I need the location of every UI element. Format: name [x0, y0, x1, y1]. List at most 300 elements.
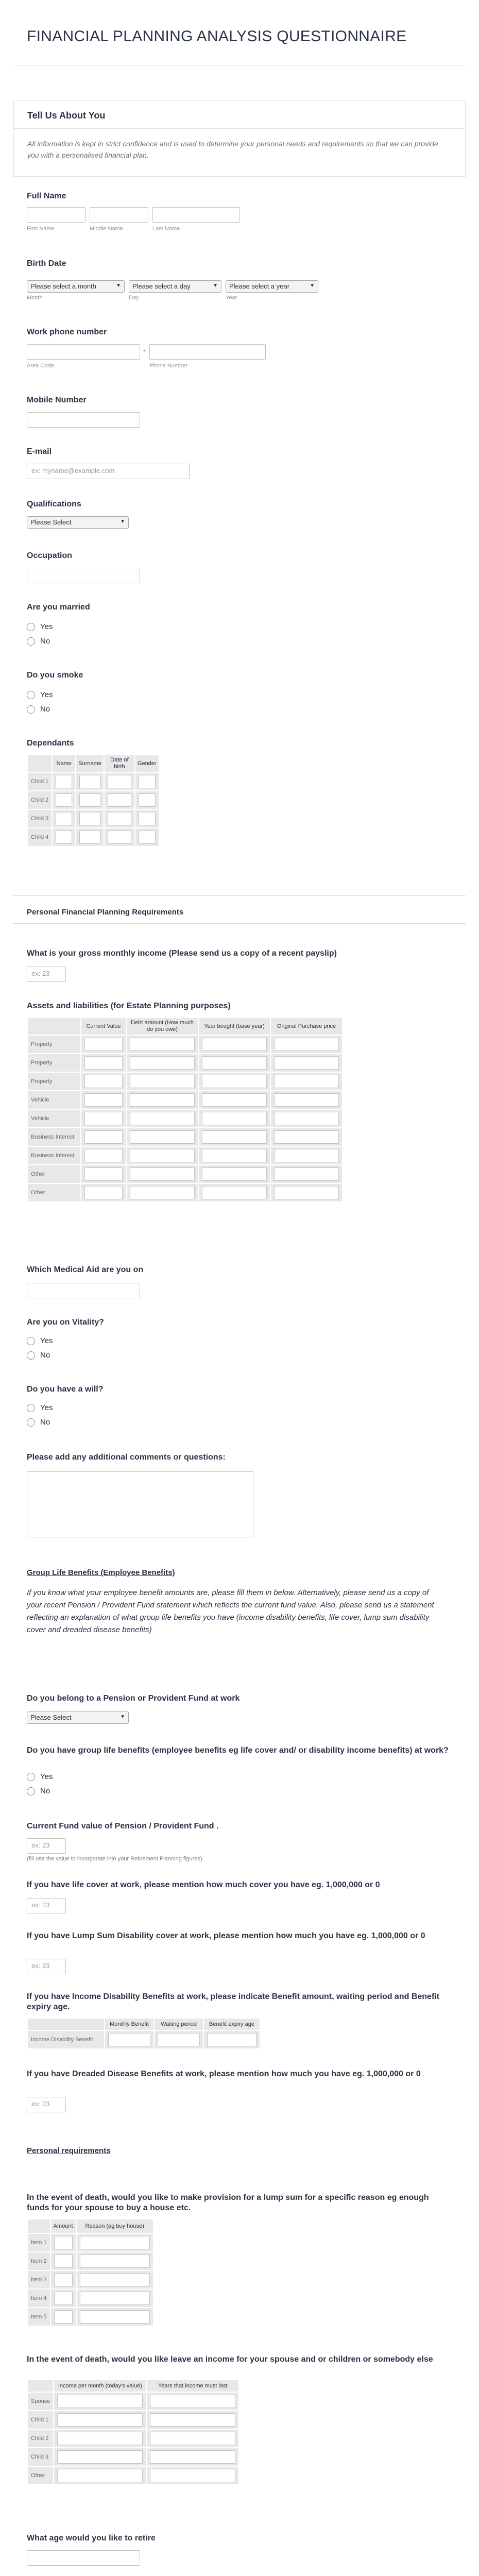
matrix-cell-input[interactable]: [80, 2292, 150, 2305]
matrix-cell-input[interactable]: [130, 1056, 195, 1070]
matrix-cell: [76, 2289, 153, 2308]
matrix-cell-input[interactable]: [150, 2469, 235, 2482]
qualifications-label: Qualifications: [27, 500, 81, 509]
matrix-row: [27, 1072, 343, 1091]
matrix-cell-input[interactable]: [54, 2236, 73, 2249]
vitality-yes-option[interactable]: Yes: [27, 1336, 53, 1345]
matrix-cell: [270, 1054, 343, 1072]
matrix-row: [27, 2030, 260, 2049]
matrix-row-label: Other: [27, 1183, 81, 1202]
matrix-row-label: Child 2: [27, 791, 52, 809]
matrix-cell-input[interactable]: [79, 793, 100, 807]
matrix-cell: [198, 1091, 270, 1109]
matrix-row: [27, 2411, 239, 2429]
matrix-cell: [50, 2308, 76, 2326]
matrix-cell: [81, 1035, 126, 1054]
retire-age-label: What age would you like to retire: [27, 2534, 156, 2543]
matrix-cell: [135, 809, 159, 828]
matrix-column-header: Years that income must last: [146, 2380, 239, 2392]
lump-sum-death-label: In the event of death, would you like to make provision for a lump sum for a specific reason eg enough funds for your spouse to buy a house etc.: [27, 2193, 429, 2212]
radio-icon[interactable]: [27, 705, 35, 714]
about-section: [13, 100, 466, 177]
birth-day-select[interactable]: Please select a day ▼: [129, 280, 221, 293]
matrix-cell-input[interactable]: [150, 2432, 235, 2445]
matrix-column-header: Benefit expiry age: [203, 2018, 260, 2030]
matrix-cell: [198, 1165, 270, 1183]
matrix-cell-input[interactable]: [139, 812, 156, 825]
matrix-cell: [198, 1183, 270, 1202]
matrix-column-header: Surname: [76, 755, 104, 772]
matrix-column-header: Name: [52, 755, 76, 772]
lump-sum-death-table: [27, 2218, 154, 2327]
matrix-cell: [52, 809, 76, 828]
matrix-cell: [104, 791, 135, 809]
matrix-row-label: Vehicle: [27, 1091, 81, 1109]
about-description: All information is kept in strict confidence and is used to determine your personal needs and requirements so that we can provide you with a personalised financial plan.: [27, 140, 438, 159]
matrix-cell-input[interactable]: [130, 1167, 195, 1181]
work-phone-label: Work phone number: [27, 328, 107, 336]
page-title: FINANCIAL PLANNING ANALYSIS QUESTIONNAIRE: [27, 28, 407, 45]
matrix-row: [27, 2233, 153, 2252]
full-name-label: Full Name: [27, 192, 66, 200]
matrix-cell-input[interactable]: [130, 1112, 195, 1125]
matrix-column-header: Date of birth: [104, 755, 135, 772]
matrix-cell-input[interactable]: [84, 1093, 123, 1107]
matrix-cell-input[interactable]: [274, 1167, 339, 1181]
matrix-cell-input[interactable]: [139, 775, 156, 788]
matrix-cell-input[interactable]: [56, 775, 72, 788]
smoke-no-option[interactable]: No: [27, 705, 50, 714]
matrix-cell: [270, 1183, 343, 1202]
matrix-cell-input[interactable]: [207, 2033, 256, 2046]
matrix-cell: [198, 1128, 270, 1146]
matrix-row-label: Item 4: [27, 2289, 50, 2308]
matrix-cell: [198, 1072, 270, 1091]
matrix-cell: [270, 1091, 343, 1109]
matrix-cell-input[interactable]: [202, 1167, 267, 1181]
matrix-cell-input[interactable]: [57, 2413, 143, 2427]
pension-label: Do you belong to a Pension or Provident Fund at work: [27, 1694, 240, 1703]
matrix-cell: [135, 791, 159, 809]
last-name-sublabel: Last Name: [152, 226, 180, 232]
income-disability-table: [27, 2018, 261, 2049]
matrix-row-label: Child 2: [27, 2429, 54, 2448]
dreaded-disease-label: If you have Dreaded Disease Benefits at work, please mention how much you have eg. 1,000,000 or 0: [27, 2070, 421, 2078]
fund-value-input[interactable]: ex: 23: [27, 1838, 66, 1854]
matrix-cell-input[interactable]: [84, 1056, 123, 1070]
first-name-input[interactable]: [27, 207, 85, 223]
radio-icon[interactable]: [27, 1351, 35, 1360]
matrix-cell-input[interactable]: [130, 1186, 195, 1199]
radio-icon[interactable]: [27, 691, 35, 699]
birth-date-label: Birth Date: [27, 259, 66, 268]
matrix-cell: [270, 1165, 343, 1183]
matrix-cell: [54, 2448, 146, 2466]
will-yes-option[interactable]: Yes: [27, 1403, 53, 1412]
smoke-label: Do you smoke: [27, 671, 83, 680]
matrix-row: [27, 2308, 153, 2326]
matrix-row: [27, 1035, 343, 1054]
chevron-down-icon: ▼: [213, 283, 218, 289]
income-label: What is your gross monthly income (Please send us a copy of a recent payslip): [27, 949, 337, 958]
phone-number-input[interactable]: [149, 344, 266, 360]
matrix-cell: [76, 2308, 153, 2326]
matrix-cell-input[interactable]: [56, 831, 72, 844]
birth-month-select[interactable]: Please select a month ▼: [27, 280, 125, 293]
matrix-cell: [52, 791, 76, 809]
matrix-cell: [54, 2411, 146, 2429]
matrix-cell: [81, 1072, 126, 1091]
matrix-cell-input[interactable]: [202, 1038, 267, 1051]
matrix-cell-input[interactable]: [274, 1149, 339, 1162]
matrix-cell-input[interactable]: [130, 1038, 195, 1051]
area-code-input[interactable]: [27, 344, 140, 360]
middle-name-input[interactable]: [90, 207, 148, 223]
matrix-row: [27, 2252, 153, 2270]
matrix-cell-input[interactable]: [57, 2469, 143, 2482]
matrix-column-header: Original Purchase price: [270, 1018, 343, 1035]
section-divider: [13, 923, 466, 924]
matrix-cell-input[interactable]: [108, 831, 131, 844]
matrix-cell-input[interactable]: [80, 2273, 150, 2286]
matrix-cell: [50, 2270, 76, 2289]
matrix-cell-input[interactable]: [80, 2255, 150, 2268]
matrix-row: [27, 2466, 239, 2485]
life-cover-label: If you have life cover at work, please mention how much cover you have eg. 1,000,000 or 0: [27, 1880, 380, 1889]
matrix-column-header: Reason (eg buy house): [76, 2219, 153, 2233]
matrix-row-label: Spouse: [27, 2392, 54, 2411]
matrix-row: [27, 772, 159, 791]
matrix-row-label: Child 1: [27, 2411, 54, 2429]
matrix-cell-input[interactable]: [54, 2255, 73, 2268]
matrix-cell: [154, 2030, 203, 2049]
matrix-cell: [270, 1035, 343, 1054]
matrix-cell-input[interactable]: [130, 1149, 195, 1162]
radio-icon[interactable]: [27, 1404, 35, 1412]
matrix-cell-input[interactable]: [79, 831, 100, 844]
matrix-corner: [27, 1018, 81, 1035]
matrix-cell: [126, 1072, 198, 1091]
matrix-cell: [76, 772, 104, 791]
matrix-cell-input[interactable]: [57, 2450, 143, 2464]
matrix-cell-input[interactable]: [108, 793, 131, 807]
dreaded-disease-input[interactable]: ex: 23: [27, 2097, 66, 2112]
matrix-cell: [146, 2466, 239, 2485]
matrix-cell: [126, 1165, 198, 1183]
area-code-sublabel: Area Code: [27, 363, 54, 369]
matrix-cell-input[interactable]: [108, 775, 131, 788]
matrix-cell: [76, 828, 104, 846]
married-yes-option[interactable]: Yes: [27, 622, 53, 631]
matrix-cell: [270, 1109, 343, 1128]
matrix-cell-input[interactable]: [274, 1038, 339, 1051]
fund-value-hint: (fill use the value to incorporate into your Retirement Planning figures): [27, 1856, 202, 1862]
matrix-row: [27, 1128, 343, 1146]
pension-select[interactable]: Please Select ▼: [27, 1711, 129, 1724]
matrix-row: [27, 1165, 343, 1183]
matrix-cell-input[interactable]: [108, 2033, 150, 2046]
matrix-row-label: Income Disability Benefit: [27, 2030, 105, 2049]
matrix-cell-input[interactable]: [274, 1056, 339, 1070]
occupation-input[interactable]: [27, 568, 140, 583]
income-disability-label: If you have Income Disability Benefits at work, please indicate Benefit amount, waiting period and Benefit expiry age.: [27, 1992, 440, 2011]
matrix-row-label: Child 1: [27, 772, 52, 791]
matrix-cell: [146, 2429, 239, 2448]
matrix-row-label: Business Interest: [27, 1128, 81, 1146]
chevron-down-icon: ▼: [116, 283, 121, 289]
matrix-column-header: Year bought (base year): [198, 1018, 270, 1035]
matrix-cell-input[interactable]: [158, 2033, 200, 2046]
medical-aid-label: Which Medical Aid are you on: [27, 1265, 144, 1274]
matrix-corner: [27, 2219, 50, 2233]
comments-label: Please add any additional comments or questions:: [27, 1453, 226, 1462]
matrix-row: [27, 2448, 239, 2466]
email-input[interactable]: ex: myname@example.com: [27, 464, 190, 479]
matrix-cell: [126, 1146, 198, 1165]
income-death-table: [27, 2379, 239, 2485]
matrix-row: [27, 2429, 239, 2448]
married-no-option[interactable]: No: [27, 637, 50, 646]
email-label: E-mail: [27, 447, 52, 456]
year-sublabel: Year: [226, 295, 237, 301]
matrix-cell: [50, 2252, 76, 2270]
mobile-input[interactable]: [27, 412, 140, 428]
matrix-cell: [76, 2252, 153, 2270]
will-no-option[interactable]: No: [27, 1418, 50, 1427]
dependants-table: [27, 754, 160, 847]
matrix-cell-input[interactable]: [84, 1167, 123, 1181]
matrix-row: [27, 2270, 153, 2289]
matrix-column-header: Current Value: [81, 1018, 126, 1035]
phone-number-sublabel: Phone Number: [149, 363, 187, 369]
matrix-cell-input[interactable]: [57, 2432, 143, 2445]
matrix-cell-input[interactable]: [84, 1149, 123, 1162]
last-name-input[interactable]: [152, 207, 240, 223]
matrix-row-label: Child 3: [27, 2448, 54, 2466]
matrix-corner: [27, 755, 52, 772]
radio-icon[interactable]: [27, 1773, 35, 1781]
matrix-cell: [270, 1146, 343, 1165]
group-benefits-label: Do you have group life benefits (employee benefits eg life cover and/ or disability income benefits) at work?: [27, 1746, 449, 1755]
matrix-cell-input[interactable]: [150, 2395, 235, 2408]
first-name-sublabel: First Name: [27, 226, 55, 232]
group-benefits-yes-option[interactable]: Yes: [27, 1772, 53, 1781]
matrix-cell-input[interactable]: [79, 775, 100, 788]
radio-icon[interactable]: [27, 623, 35, 631]
radio-icon[interactable]: [27, 1418, 35, 1427]
matrix-cell-input[interactable]: [130, 1130, 195, 1144]
chevron-down-icon: ▼: [120, 1714, 125, 1720]
matrix-cell: [81, 1146, 126, 1165]
assets-table: [27, 1017, 343, 1202]
matrix-cell-input[interactable]: [202, 1186, 267, 1199]
matrix-cell: [81, 1183, 126, 1202]
life-cover-input[interactable]: ex: 23: [27, 1898, 66, 1913]
occupation-label: Occupation: [27, 551, 73, 560]
matrix-cell-input[interactable]: [130, 1075, 195, 1088]
matrix-cell: [135, 828, 159, 846]
matrix-cell: [126, 1128, 198, 1146]
matrix-row: [27, 1091, 343, 1109]
matrix-cell: [198, 1109, 270, 1128]
matrix-row-label: Item 2: [27, 2252, 50, 2270]
matrix-cell-input[interactable]: [56, 793, 72, 807]
matrix-cell: [76, 2233, 153, 2252]
matrix-column-header: Debt amount (How much do you owe): [126, 1018, 198, 1035]
matrix-row-label: Other: [27, 2466, 54, 2485]
matrix-row: [27, 1054, 343, 1072]
matrix-row: [27, 809, 159, 828]
matrix-row: [27, 2392, 239, 2411]
day-sublabel: Day: [129, 295, 139, 301]
matrix-cell-input[interactable]: [274, 1093, 339, 1107]
matrix-column-header: Gender: [135, 755, 159, 772]
retire-age-input[interactable]: [27, 2550, 140, 2566]
group-benefits-no-option[interactable]: No: [27, 1787, 50, 1795]
income-input[interactable]: ex: 23: [27, 967, 66, 982]
matrix-cell: [126, 1109, 198, 1128]
matrix-cell: [135, 772, 159, 791]
matrix-cell-input[interactable]: [54, 2310, 73, 2324]
matrix-cell: [54, 2429, 146, 2448]
matrix-cell-input[interactable]: [80, 2236, 150, 2249]
birth-year-select[interactable]: Please select a year ▼: [226, 280, 318, 293]
mobile-label: Mobile Number: [27, 396, 87, 404]
matrix-column-header: Income per month (today's value): [54, 2380, 146, 2392]
matrix-cell-input[interactable]: [54, 2273, 73, 2286]
matrix-cell-input[interactable]: [202, 1056, 267, 1070]
matrix-cell-input[interactable]: [202, 1149, 267, 1162]
matrix-row: [27, 1146, 343, 1165]
matrix-cell: [104, 828, 135, 846]
about-title: Tell Us About You: [27, 110, 106, 121]
radio-icon[interactable]: [27, 1337, 35, 1345]
matrix-cell: [54, 2392, 146, 2411]
matrix-cell: [81, 1091, 126, 1109]
matrix-cell-input[interactable]: [108, 812, 131, 825]
matrix-column-header: Amount: [50, 2219, 76, 2233]
matrix-cell-input[interactable]: [80, 2310, 150, 2324]
matrix-cell: [50, 2289, 76, 2308]
matrix-cell: [270, 1128, 343, 1146]
radio-icon[interactable]: [27, 1787, 35, 1795]
matrix-cell-input[interactable]: [139, 831, 156, 844]
matrix-cell-input[interactable]: [56, 812, 72, 825]
matrix-cell-input[interactable]: [84, 1075, 123, 1088]
matrix-cell-input[interactable]: [130, 1093, 195, 1107]
matrix-row-label: Child 4: [27, 828, 52, 846]
matrix-row-label: Property: [27, 1054, 81, 1072]
matrix-cell: [126, 1183, 198, 1202]
matrix-cell: [81, 1109, 126, 1128]
matrix-cell-input[interactable]: [274, 1075, 339, 1088]
income-death-label: In the event of death, would you like leave an income for your spouse and or children or somebody else: [27, 2355, 433, 2364]
matrix-row: [27, 828, 159, 846]
matrix-cell: [76, 2270, 153, 2289]
matrix-row: [27, 1183, 343, 1202]
personal-req-heading: Personal requirements: [27, 2146, 111, 2155]
matrix-cell: [104, 772, 135, 791]
matrix-cell: [76, 791, 104, 809]
matrix-cell-input[interactable]: [84, 1112, 123, 1125]
matrix-cell: [203, 2030, 260, 2049]
married-label: Are you married: [27, 603, 90, 612]
matrix-cell-input[interactable]: [57, 2395, 143, 2408]
matrix-cell-input[interactable]: [274, 1186, 339, 1199]
matrix-cell: [50, 2233, 76, 2252]
about-divider: [14, 128, 465, 129]
comments-textarea[interactable]: [27, 1471, 253, 1537]
lump-sum-label: If you have Lump Sum Disability cover at work, please mention how much you have eg. 1,000,000 or 0: [27, 1931, 425, 1940]
matrix-cell: [146, 2448, 239, 2466]
matrix-cell-input[interactable]: [202, 1130, 267, 1144]
matrix-cell-input[interactable]: [139, 793, 156, 807]
matrix-cell-input[interactable]: [274, 1130, 339, 1144]
pfp-heading: Personal Financial Planning Requirements: [27, 908, 184, 917]
matrix-cell: [52, 772, 76, 791]
matrix-cell-input[interactable]: [202, 1112, 267, 1125]
will-label: Do you have a will?: [27, 1385, 104, 1394]
medical-aid-input[interactable]: [27, 1283, 140, 1298]
matrix-cell-input[interactable]: [202, 1093, 267, 1107]
matrix-cell: [81, 1054, 126, 1072]
group-life-text: If you know what your employee benefit amounts are, please fill them in below. Alternatively, please send us a copy of your recent Pension / Provident Fund statement which reflects the current fund value. Also, please send us a statement reflecting an explanation of what group life benefits you have (income disability benefits, life cover, lump sum disability cover and dreaded disease benefits): [27, 1588, 434, 1634]
matrix-cell: [81, 1128, 126, 1146]
fund-value-label: Current Fund value of Pension / Provident Fund .: [27, 1822, 219, 1831]
matrix-column-header: Monthly Benefit: [105, 2018, 154, 2030]
matrix-cell-input[interactable]: [150, 2413, 235, 2427]
month-sublabel: Month: [27, 295, 43, 301]
matrix-cell-input[interactable]: [202, 1075, 267, 1088]
qualifications-select[interactable]: Please Select ▼: [27, 516, 129, 529]
middle-name-sublabel: Middle Name: [90, 226, 123, 232]
matrix-cell-input[interactable]: [79, 812, 100, 825]
matrix-cell: [126, 1054, 198, 1072]
matrix-corner: [27, 2380, 54, 2392]
matrix-cell-input[interactable]: [84, 1038, 123, 1051]
phone-separator: -: [143, 346, 146, 355]
matrix-cell-input[interactable]: [54, 2292, 73, 2305]
lump-sum-input[interactable]: ex: 23: [27, 1959, 66, 1974]
matrix-row: [27, 1109, 343, 1128]
matrix-row: [27, 791, 159, 809]
matrix-row-label: Property: [27, 1072, 81, 1091]
matrix-row-label: Other: [27, 1165, 81, 1183]
matrix-row-label: Business Interest: [27, 1146, 81, 1165]
chevron-down-icon: ▼: [310, 283, 315, 289]
matrix-cell: [198, 1035, 270, 1054]
vitality-label: Are you on Vitality?: [27, 1318, 104, 1327]
matrix-cell: [105, 2030, 154, 2049]
matrix-cell-input[interactable]: [150, 2450, 235, 2464]
dependants-label: Dependants: [27, 739, 74, 748]
matrix-cell: [146, 2411, 239, 2429]
matrix-row-label: Child 3: [27, 809, 52, 828]
radio-icon[interactable]: [27, 637, 35, 646]
matrix-cell: [81, 1165, 126, 1183]
group-life-heading: Group Life Benefits (Employee Benefits): [27, 1568, 175, 1577]
matrix-cell-input[interactable]: [274, 1112, 339, 1125]
matrix-cell: [146, 2392, 239, 2411]
matrix-cell: [104, 809, 135, 828]
matrix-cell-input[interactable]: [84, 1186, 123, 1199]
vitality-no-option[interactable]: No: [27, 1351, 50, 1360]
matrix-row-label: Item 1: [27, 2233, 50, 2252]
matrix-column-header: Waiting period: [154, 2018, 203, 2030]
matrix-cell-input[interactable]: [84, 1130, 123, 1144]
matrix-cell: [126, 1091, 198, 1109]
smoke-yes-option[interactable]: Yes: [27, 690, 53, 699]
